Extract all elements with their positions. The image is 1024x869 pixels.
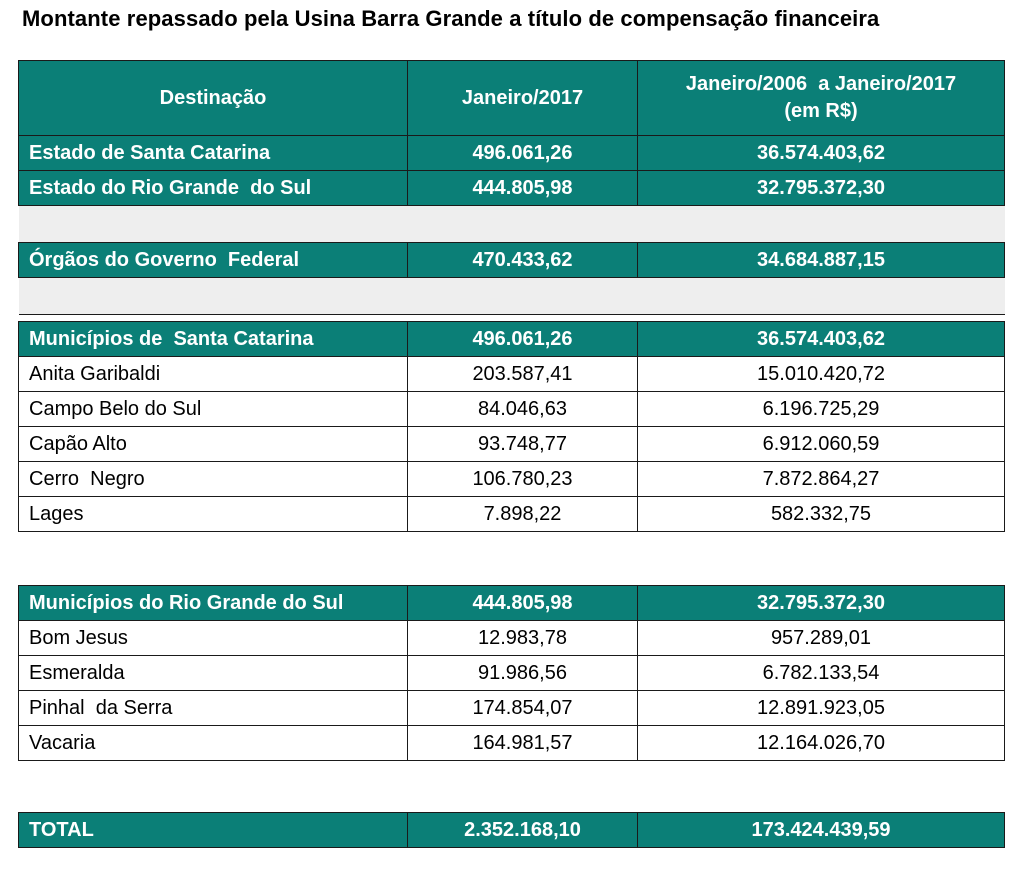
row-jan2017: 12.983,78 bbox=[408, 621, 638, 656]
row-name: Campo Belo do Sul bbox=[19, 392, 408, 427]
row-total: 6.912.060,59 bbox=[638, 427, 1005, 462]
row-name: Esmeralda bbox=[19, 656, 408, 691]
table-municipios-rs bbox=[18, 585, 1005, 761]
column-header-acumulado-line2: (em R$) bbox=[784, 100, 858, 122]
table-total bbox=[18, 812, 1005, 848]
row-name: Municípios de Santa Catarina bbox=[19, 322, 408, 357]
table-row bbox=[19, 691, 1005, 726]
separator-row bbox=[19, 278, 1005, 315]
row-name: Estado de Santa Catarina bbox=[19, 136, 408, 171]
row-total: 34.684.887,15 bbox=[638, 243, 1005, 278]
row-name: Órgãos do Governo Federal bbox=[19, 243, 408, 278]
row-jan2017: 91.986,56 bbox=[408, 656, 638, 691]
page-title: Montante repassado pela Usina Barra Grande a título de compensação financeira bbox=[22, 6, 880, 31]
row-jan2017: 470.433,62 bbox=[408, 243, 638, 278]
row-jan2017: 106.780,23 bbox=[408, 462, 638, 497]
table-row bbox=[19, 392, 1005, 427]
table-row bbox=[19, 497, 1005, 532]
group-header-row bbox=[19, 586, 1005, 621]
row-total: 12.891.923,05 bbox=[638, 691, 1005, 726]
row-total: 957.289,01 bbox=[638, 621, 1005, 656]
column-header-janeiro-2017: Janeiro/2017 bbox=[408, 61, 638, 136]
separator-row bbox=[19, 206, 1005, 243]
row-total: 15.010.420,72 bbox=[638, 357, 1005, 392]
total-row bbox=[19, 813, 1005, 848]
table-municipios-sc bbox=[18, 321, 1005, 532]
table-row bbox=[19, 726, 1005, 761]
table-row bbox=[19, 462, 1005, 497]
row-jan2017: 164.981,57 bbox=[408, 726, 638, 761]
header-row bbox=[19, 61, 1005, 136]
row-total: 32.795.372,30 bbox=[638, 586, 1005, 621]
total-acumulado: 173.424.439,59 bbox=[638, 813, 1005, 848]
row-total: 32.795.372,30 bbox=[638, 171, 1005, 206]
row-total: 12.164.026,70 bbox=[638, 726, 1005, 761]
table-row bbox=[19, 243, 1005, 278]
row-name: Vacaria bbox=[19, 726, 408, 761]
row-name: Anita Garibaldi bbox=[19, 357, 408, 392]
total-label: TOTAL bbox=[19, 813, 408, 848]
table-row bbox=[19, 357, 1005, 392]
row-total: 36.574.403,62 bbox=[638, 322, 1005, 357]
row-jan2017: 174.854,07 bbox=[408, 691, 638, 726]
row-total: 6.782.133,54 bbox=[638, 656, 1005, 691]
row-name: Pinhal da Serra bbox=[19, 691, 408, 726]
row-jan2017: 84.046,63 bbox=[408, 392, 638, 427]
row-name: Municípios do Rio Grande do Sul bbox=[19, 586, 408, 621]
total-jan2017: 2.352.168,10 bbox=[408, 813, 638, 848]
row-jan2017: 496.061,26 bbox=[408, 322, 638, 357]
table-row bbox=[19, 427, 1005, 462]
row-name: Estado do Rio Grande do Sul bbox=[19, 171, 408, 206]
table-row bbox=[19, 136, 1005, 171]
row-jan2017: 496.061,26 bbox=[408, 136, 638, 171]
table-row bbox=[19, 656, 1005, 691]
row-total: 7.872.864,27 bbox=[638, 462, 1005, 497]
table-row bbox=[19, 171, 1005, 206]
table-states-federal bbox=[18, 60, 1005, 315]
table-row bbox=[19, 621, 1005, 656]
column-header-destinacao: Destinação bbox=[19, 61, 408, 136]
column-header-acumulado-line1: Janeiro/2006 a Janeiro/2017 bbox=[685, 73, 957, 95]
row-jan2017: 7.898,22 bbox=[408, 497, 638, 532]
group-header-row bbox=[19, 322, 1005, 357]
row-name: Cerro Negro bbox=[19, 462, 408, 497]
column-header-acumulado bbox=[638, 61, 1005, 136]
row-name: Lages bbox=[19, 497, 408, 532]
row-name: Capão Alto bbox=[19, 427, 408, 462]
row-jan2017: 203.587,41 bbox=[408, 357, 638, 392]
row-total: 582.332,75 bbox=[638, 497, 1005, 532]
row-name: Bom Jesus bbox=[19, 621, 408, 656]
row-total: 6.196.725,29 bbox=[638, 392, 1005, 427]
row-jan2017: 93.748,77 bbox=[408, 427, 638, 462]
row-jan2017: 444.805,98 bbox=[408, 586, 638, 621]
row-jan2017: 444.805,98 bbox=[408, 171, 638, 206]
row-total: 36.574.403,62 bbox=[638, 136, 1005, 171]
